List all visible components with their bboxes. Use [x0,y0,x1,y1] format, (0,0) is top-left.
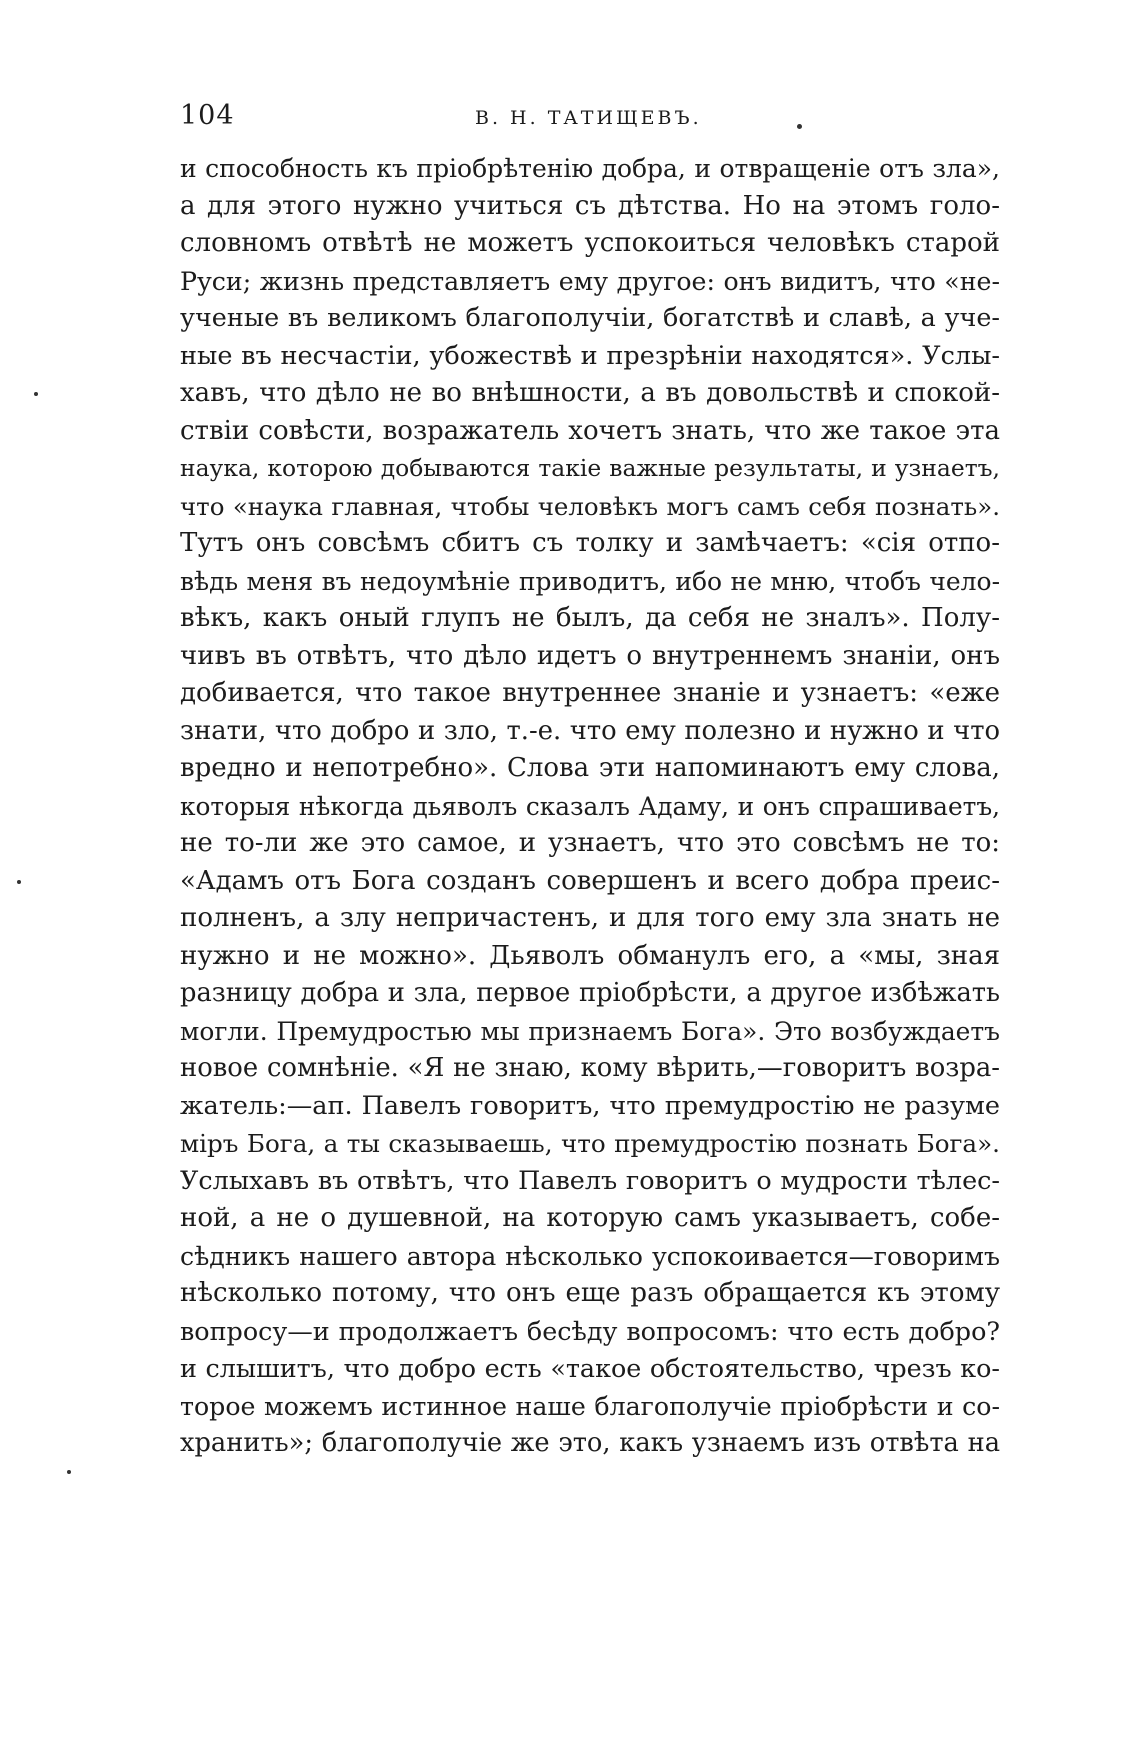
text-line: вѣдь меня въ недоумѣніе приводитъ, ибо не мню, чтобъ чело- [180,566,1000,596]
text-line: хранить»; благополучіе же это, какъ узнаемъ изъ отвѣта на [180,1428,1000,1458]
text-line: сѣдникъ нашего автора нѣсколько успокоивается—говоримъ [180,1241,1000,1271]
scan-speck [67,1470,71,1474]
text-line: наука, которою добываются такіе важные результаты, и узнаетъ, [180,454,1000,482]
text-line: вопросу—и продолжаетъ бесѣду вопросомъ: что есть добро? [180,1315,1000,1346]
text-line: вредно и непотребно». Слова эти напоминаютъ ему слова, [180,753,1000,783]
page-number: 104 [180,100,235,131]
text-line: ные въ несчастіи, убожествѣ и презрѣніи находятся». Услы- [180,340,1000,371]
text-line: и слышитъ, что добро есть «такое обстоятельство, чрезъ ко- [180,1353,1000,1383]
text-line: добивается, что такое внутреннее знаніе и узнаетъ: «еже [180,678,1000,708]
text-line: разницу добра и зла, первое пріобрѣсти, а другое избѣжать [180,978,1000,1008]
text-line: знати, что добро и зло, т.-е. что ему полезно и нужно и что [180,715,1000,746]
text-line: Тутъ онъ совсѣмъ сбитъ съ толку и замѣчаетъ: «сія отпо- [180,528,1000,558]
text-line: полненъ, а злу непричастенъ, и для того ему зла знать не [180,903,1000,933]
text-line: ученые въ великомъ благополучіи, богатствѣ и славѣ, а уче- [180,303,1000,333]
text-line: словномъ отвѣтѣ не можетъ успокоиться человѣкъ старой [180,228,1000,258]
scan-speck [797,124,802,129]
text-line: а для этого нужно учиться съ дѣтства. Но на этомъ голо- [180,190,1000,221]
text-line: «Адамъ отъ Бога созданъ совершенъ и всего добра преис- [180,865,1000,896]
text-line: которыя нѣкогда дьяволъ сказалъ Адаму, и онъ спрашиваетъ, [180,791,1000,821]
text-line: могли. Премудростью мы признаемъ Бога». Это возбуждаетъ [180,1016,1000,1046]
text-line: и способность къ пріобрѣтенію добра, и отвращеніе отъ зла», [180,154,1000,183]
text-line: жатель:—ап. Павелъ говоритъ, что премудростію не разуме [180,1090,1000,1121]
text-line: не то-ли же это самое, и узнаетъ, что это совсѣмъ не то: [180,828,1000,858]
text-line: хавъ, что дѣло не во внѣшности, а въ довольствѣ и спокой- [180,378,1000,408]
page-header [180,96,1000,136]
body-text [180,150,1000,1463]
text-line: Руси; жизнь представляетъ ему другое: онъ видитъ, что «не- [180,266,1000,296]
text-line: новое сомнѣніе. «Я не знаю, кому вѣрить,—говоритъ возра- [180,1053,1000,1083]
text-line: нѣсколько потому, что онъ еще разъ обращается къ этому [180,1278,1000,1308]
text-line: вѣкъ, какъ оный глупъ не былъ, да себя не зналъ». Полу- [180,603,1000,633]
scan-speck [17,880,21,884]
text-line: міръ Бога, а ты сказываешь, что премудростію познать Бога». [180,1129,1000,1158]
text-line: что «наука главная, чтобы человѣкъ могъ самъ себя познать». [180,491,1000,521]
running-head: В. Н. ТАТИЩЕВЪ. [475,107,702,129]
text-line: ной, а не о душевной, на которую самъ указываетъ, собе- [180,1203,1000,1233]
text-line: нужно и не можно». Дьяволъ обманулъ его, а «мы, зная [180,940,1000,971]
scan-speck [34,392,38,396]
text-line: чивъ въ отвѣтъ, что дѣло идетъ о внутреннемъ знаніи, онъ [180,640,1000,671]
text-line: ствіи совѣсти, возражатель хочетъ знать, что же такое эта [180,415,1000,446]
text-line: торое можемъ истинное наше благополучіе пріобрѣсти и со- [180,1391,1000,1421]
text-line: Услыхавъ въ отвѣтъ, что Павелъ говоритъ о мудрости тѣлес- [180,1165,1000,1196]
